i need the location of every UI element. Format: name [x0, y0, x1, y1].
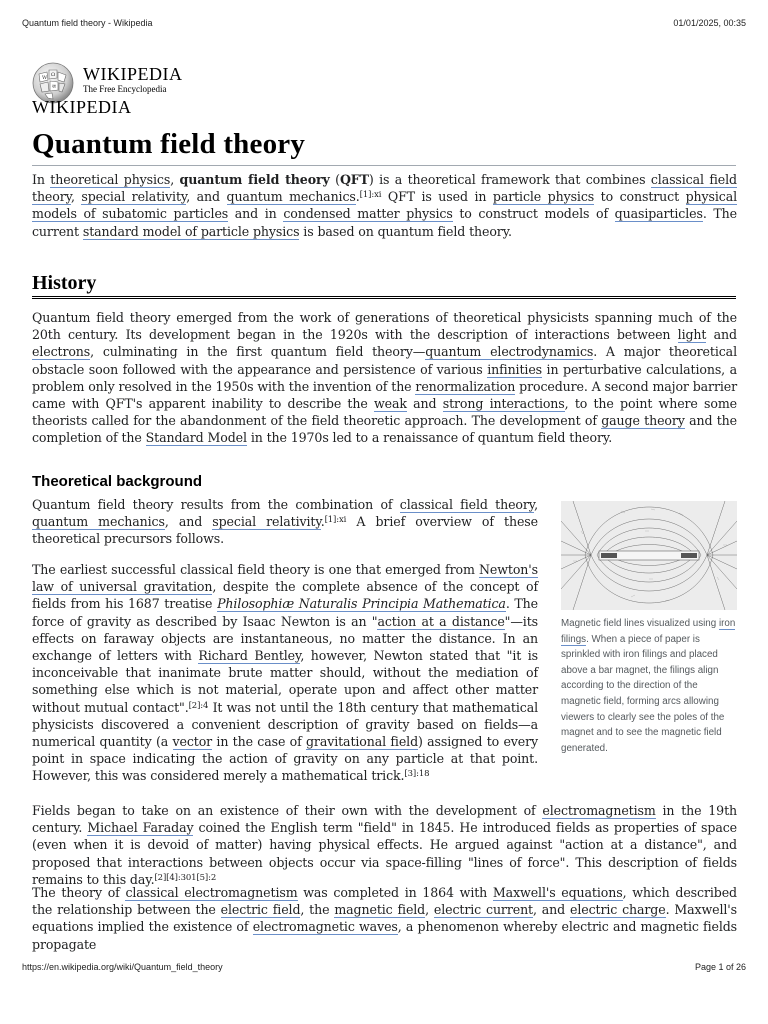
- text-run: ) is a theoretical framework that combines: [368, 172, 651, 187]
- page-title: Quantum field theory: [32, 128, 306, 160]
- section-heading-history: History: [32, 272, 97, 294]
- subsection-heading-theoretical-background: Theoretical background: [32, 473, 203, 490]
- wiki-link[interactable]: electric charge: [570, 902, 666, 918]
- text-run: , which described the relationship between the: [32, 885, 737, 918]
- wiki-link[interactable]: electric current: [433, 902, 533, 918]
- bold-term: quantum field theory: [179, 172, 330, 187]
- wiki-link[interactable]: particle physics: [492, 189, 595, 205]
- text-run: . When a piece of paper is sprinkled with iron filings and placed above a bar magnet, the filings align according to the direction of the magnetic field, forming arcs allowing viewers to clearly see the poles of the magnet and to see the magnetic field generated.: [561, 633, 725, 754]
- wiki-link[interactable]: infinities: [487, 361, 542, 377]
- text-run: ,: [170, 172, 180, 187]
- maxwell-paragraph-block: [32, 884, 737, 953]
- wiki-link[interactable]: physical models of subatomic particles: [32, 189, 737, 222]
- text-run: and: [706, 327, 737, 343]
- wiki-link[interactable]: quantum mechanics: [32, 514, 165, 530]
- wiki-link[interactable]: magnetic field: [334, 902, 426, 918]
- tb-paragraph-1-block: [32, 496, 538, 548]
- text-run: , the: [300, 902, 335, 918]
- text-run: The earliest successful classical field theory is one that emerged from: [32, 562, 480, 577]
- text-run: . A major theoretical obstacle soon followed with the appearance and persistence of various: [32, 344, 737, 377]
- magnetic-field-image[interactable]: [561, 501, 737, 610]
- wiki-link[interactable]: electromagnetism: [542, 803, 656, 818]
- wiki-link[interactable]: condensed matter physics: [283, 206, 453, 222]
- wiki-link[interactable]: quasiparticles: [614, 206, 703, 222]
- print-footer: [22, 962, 746, 976]
- print-footer-page: Page 1 of 26: [694, 962, 746, 972]
- text-run: , to the point where some theorists called for the abandonment of the field theoretic approach. The development of: [32, 396, 737, 429]
- fields-paragraph-block: [32, 802, 737, 888]
- bold-term: QFT: [339, 172, 369, 187]
- wiki-link[interactable]: Philosophiæ Naturalis Principia Mathematica: [217, 596, 506, 612]
- text-run: .: [355, 189, 360, 205]
- tb-paragraph-1: [32, 496, 538, 548]
- citation-link[interactable]: [2]:4: [188, 700, 209, 711]
- text-run: is based on quantum field theory.: [299, 223, 512, 239]
- citation-link[interactable]: [4]:301: [166, 872, 197, 883]
- wiki-link[interactable]: iron filings: [561, 618, 736, 645]
- text-run: The theory of: [32, 885, 126, 900]
- wiki-link[interactable]: light: [677, 327, 707, 343]
- wikipedia-wordmark-repeat: WIKIPEDIA: [32, 97, 132, 117]
- fields-paragraph: [32, 802, 737, 888]
- wiki-link[interactable]: Maxwell's equations: [492, 885, 623, 900]
- wiki-link[interactable]: special relativity: [212, 514, 321, 530]
- text-run: in perturbative calculations, a problem only resolved in the 1950s with the invention of the: [32, 361, 738, 394]
- text-run: , however, Newton stated that "it is inconceivable that inanimate brute matter should, without the mediation of something else which is not material, operate upon and affect other matter without mutual contact".: [32, 648, 538, 715]
- text-run: In: [32, 172, 51, 187]
- wiki-link[interactable]: special relativity: [81, 189, 187, 205]
- wiki-link[interactable]: strong interactions: [442, 396, 565, 412]
- wiki-link[interactable]: vector: [172, 734, 213, 750]
- text-run: and: [406, 396, 443, 412]
- text-run: , and: [186, 189, 227, 205]
- wiki-link[interactable]: action at a distance: [377, 613, 505, 629]
- text-run: in the 19th century.: [32, 803, 737, 836]
- wiki-link[interactable]: electrons: [32, 344, 91, 360]
- text-run: .: [320, 514, 325, 530]
- wiki-link[interactable]: gravitational field: [305, 734, 419, 750]
- text-run: QFT is used in: [381, 189, 493, 205]
- svg-text:Ω: Ω: [51, 72, 56, 78]
- text-run: A brief overview of these theoretical precursors follows.: [32, 514, 538, 547]
- text-run: It was not until the 18th century that mathematical physicists discovered a convenient description of gravity based on fields—a numerical quantity (a: [32, 699, 538, 750]
- text-run: procedure. A second major barrier came with QFT's apparent inability to describe the: [32, 378, 737, 412]
- print-header-datetime: 01/01/2025, 00:35: [673, 18, 746, 28]
- text-run: (: [329, 172, 340, 187]
- text-run: . The force of gravity as described by Isaac Newton is an ": [32, 596, 539, 629]
- wiki-link[interactable]: renormalization: [415, 378, 516, 394]
- text-run: and in: [228, 206, 284, 222]
- wiki-link[interactable]: Standard Model: [145, 430, 247, 446]
- intro-section: [32, 171, 737, 240]
- figure-magnetic-field: [561, 501, 737, 756]
- text-run: , a phenomenon whereby electric and magnetic fields propagate: [32, 919, 738, 952]
- text-run: Quantum field theory emerged from the work of generations of theoretical physicists spanning much of the 20th century. Its development began in the 1920s with the description of interactions between: [32, 310, 737, 343]
- wiki-link[interactable]: classical field theory: [32, 172, 737, 205]
- wiki-link[interactable]: quantum electrodynamics: [425, 344, 594, 360]
- wikipedia-logo[interactable]: [31, 60, 291, 120]
- wikipedia-tagline: The Free Encyclopedia: [83, 84, 167, 94]
- wiki-link[interactable]: classical field theory: [399, 497, 535, 512]
- citation-link[interactable]: [5]:2: [196, 872, 217, 883]
- text-run: in the 1970s led to a renaissance of quantum field theory.: [246, 430, 613, 446]
- text-run: was completed in 1864 with: [297, 885, 493, 900]
- text-run: to construct models of: [452, 206, 615, 222]
- text-run: ) assigned to every point in space indicating the action of gravity on any particle at that point. However, this was considered merely a mathematical trick.: [32, 734, 539, 784]
- text-run: to construct: [594, 189, 686, 205]
- section-divider: [32, 296, 736, 301]
- wiki-link[interactable]: gauge theory: [601, 413, 685, 429]
- wiki-link[interactable]: Newton's law of universal gravitation: [32, 562, 538, 595]
- wiki-link[interactable]: theoretical physics: [50, 172, 171, 187]
- text-run: . Maxwell's equations implied the existence of: [32, 902, 737, 935]
- history-paragraph: [32, 309, 737, 447]
- intro-paragraph: [32, 171, 737, 240]
- tb-paragraph-2: [32, 561, 538, 785]
- text-run: coined the English term "field" in 1845. He introduced fields as properties of space (even when it is devoid of matter) having physical effects. He argued against "action at a distance", and proposed that interactions between objects occur via space-filling "lines of force". This description of fields remains to this day.: [32, 820, 737, 887]
- text-run: in the case of: [212, 734, 306, 750]
- print-header-title: Quantum field theory - Wikipedia: [22, 18, 153, 28]
- text-run: , and: [533, 902, 570, 918]
- text-run: ,: [534, 497, 538, 512]
- wiki-link[interactable]: Michael Faraday: [87, 820, 194, 836]
- text-run: "—its effects on faraway objects are instantaneous, no matter the distance. In an exchange of letters with: [32, 613, 538, 664]
- title-divider: [32, 165, 736, 166]
- svg-text:W: W: [42, 75, 48, 81]
- wiki-link[interactable]: weak: [373, 396, 407, 412]
- print-header: [22, 18, 746, 32]
- wikipedia-wordmark: WIKIPEDIA: [83, 64, 183, 84]
- citation-link[interactable]: [1]:xi: [359, 190, 382, 201]
- text-run: ,: [425, 902, 434, 918]
- wiki-link[interactable]: standard model of particle physics: [82, 223, 300, 239]
- text-run: Magnetic field lines visualized using: [561, 618, 719, 629]
- wiki-link[interactable]: electric field: [220, 902, 301, 918]
- figure-caption: [561, 616, 737, 756]
- text-run: , culminating in the first quantum field theory—: [90, 344, 426, 360]
- text-run: ,: [70, 189, 82, 205]
- citation-link[interactable]: [2]: [154, 872, 167, 883]
- text-run: Fields began to take on an existence of their own with the development of: [32, 803, 543, 818]
- print-footer-url: https://en.wikipedia.org/wiki/Quantum_field_theory: [22, 962, 223, 972]
- text-run: , and: [164, 514, 213, 530]
- citation-link[interactable]: [3]:18: [404, 769, 430, 780]
- tb-paragraph-2-block: [32, 561, 538, 785]
- wiki-link[interactable]: classical electromagnetism: [125, 885, 298, 900]
- svg-text:ज: ज: [52, 84, 56, 90]
- text-run: Quantum field theory results from the combination of: [32, 497, 400, 512]
- wiki-link[interactable]: quantum mechanics: [226, 189, 356, 205]
- text-run: , despite the complete absence of the concept of fields from his 1687 treatise: [32, 579, 538, 612]
- maxwell-paragraph: [32, 884, 737, 953]
- citation-link[interactable]: [1]:xi: [324, 515, 347, 526]
- text-run: and the completion of the: [32, 413, 737, 446]
- history-section: [32, 309, 737, 447]
- wiki-link[interactable]: Richard Bentley: [198, 648, 301, 664]
- wiki-link[interactable]: electromagnetic waves: [252, 919, 398, 935]
- text-run: . The current: [32, 206, 737, 239]
